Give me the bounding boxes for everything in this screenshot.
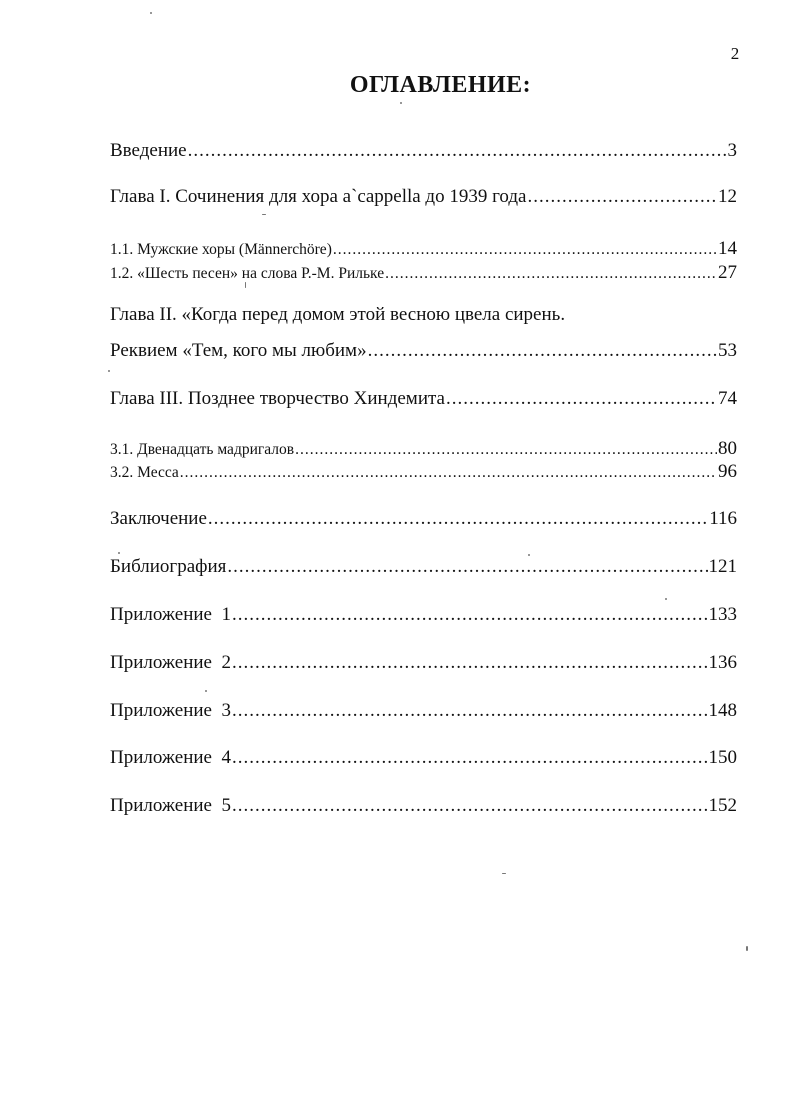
toc-entry-chapter-2 <box>110 340 737 362</box>
toc-page: 136 <box>708 652 737 673</box>
toc-page: 133 <box>708 604 737 625</box>
scan-speck <box>502 873 506 874</box>
toc-label: Приложение 1 <box>110 604 231 625</box>
toc-page: 3 <box>727 140 737 161</box>
toc-leader <box>232 652 708 674</box>
toc-entry-appendix-1 <box>110 604 737 626</box>
toc-page: 148 <box>708 700 737 721</box>
toc-label: Заключение <box>110 508 207 529</box>
toc-leader <box>446 388 717 410</box>
toc-page: 80 <box>718 438 737 459</box>
scan-speck <box>245 282 246 288</box>
toc-entry-bibliography <box>110 556 737 578</box>
toc-entry-chapter-1 <box>110 186 737 208</box>
toc-leader <box>385 265 717 283</box>
toc-page: 74 <box>718 388 737 409</box>
scan-speck <box>528 554 530 556</box>
scan-speck <box>118 552 120 554</box>
toc-page: 14 <box>718 238 737 259</box>
page-number: 2 <box>730 44 740 63</box>
toc-entry-section-1-2 <box>110 262 737 284</box>
scan-speck <box>262 214 266 215</box>
toc-entry-appendix-5 <box>110 795 737 817</box>
scan-speck <box>665 598 667 600</box>
toc-label: Приложение 4 <box>110 747 231 768</box>
toc-page: 152 <box>708 795 737 816</box>
toc-entry-conclusion <box>110 508 737 530</box>
page-title: ОГЛАВЛЕНИЕ: <box>349 72 532 98</box>
toc-leader <box>232 747 708 769</box>
toc-leader <box>232 604 708 626</box>
toc-label: Приложение 3 <box>110 700 231 721</box>
scan-speck <box>108 370 110 372</box>
toc-page: 96 <box>718 461 737 482</box>
toc-leader <box>232 700 708 722</box>
toc-label: Глава III. Позднее творчество Хиндемита <box>110 388 445 409</box>
toc-entry-appendix-4 <box>110 747 737 769</box>
toc-entry-chapter-2-line-1: Глава II. «Когда перед домом этой весною цвела сирень. <box>110 304 566 325</box>
toc-leader <box>188 140 727 162</box>
toc-leader <box>527 186 717 208</box>
toc-entry-chapter-3 <box>110 388 737 410</box>
toc-page: 12 <box>718 186 737 207</box>
scan-speck <box>205 690 207 692</box>
toc-entry-appendix-2 <box>110 652 737 674</box>
toc-leader <box>227 556 707 578</box>
toc-label: 1.1. Мужские хоры (Männerchöre) <box>110 241 332 258</box>
toc-leader <box>180 464 717 482</box>
toc-label: 3.1. Двенадцать мадригалов <box>110 441 295 458</box>
toc-label: Введение <box>110 140 187 161</box>
toc-leader <box>295 441 717 459</box>
toc-entry-intro <box>110 140 737 162</box>
toc-leader <box>333 241 717 259</box>
toc-leader <box>368 340 717 362</box>
toc-page: 121 <box>708 556 737 577</box>
toc-entry-section-3-1 <box>110 438 737 460</box>
scan-speck <box>746 946 748 951</box>
toc-leader <box>208 508 708 530</box>
toc-page: 27 <box>718 262 737 283</box>
toc-label: 1.2. «Шесть песен» на слова Р.-М. Рильке <box>110 265 385 282</box>
toc-page: 53 <box>718 340 737 361</box>
toc-label: Реквием «Тем, кого мы любим» <box>110 340 367 361</box>
toc-entry-section-3-2 <box>110 461 737 483</box>
toc-label: Глава I. Сочинения для хора a`cappella до 1939 года <box>110 186 527 207</box>
toc-label: Библиография <box>110 556 227 577</box>
scan-speck <box>150 12 152 14</box>
toc-label: 3.2. Месса <box>110 464 179 481</box>
toc-page: 150 <box>708 747 737 768</box>
toc-label: Приложение 2 <box>110 652 231 673</box>
toc-page: 116 <box>709 508 737 529</box>
toc-label: Приложение 5 <box>110 795 231 816</box>
toc-leader <box>232 795 708 817</box>
scan-speck <box>400 102 402 104</box>
toc-entry-section-1-1 <box>110 238 737 260</box>
toc-entry-appendix-3 <box>110 700 737 722</box>
